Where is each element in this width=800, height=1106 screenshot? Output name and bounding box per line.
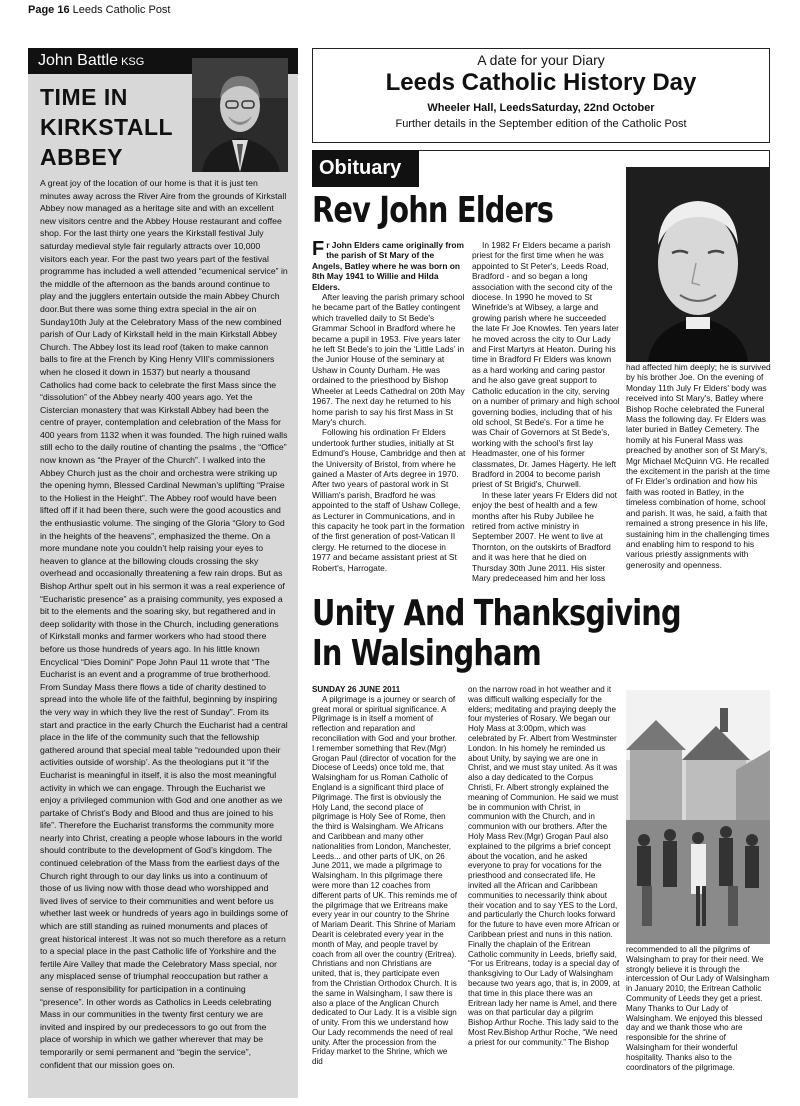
page-folio — [28, 4, 171, 16]
publication-name: Leeds Catholic Post — [72, 4, 171, 16]
walsingham-headline-line: Unity And Thanksgiving — [312, 593, 681, 634]
obituary-paragraph: had affected him deeply; he is survived by his brother Joe. On the evening of Monday 11th July Fr Elders' body was received into St Mary's, Batley where Bishop Roche celebrated the Funeral Mass the following day. Fr Elders was later buried in Batley Cemetery. The homily at his Funeral Mass was preached by another son of St Mary's, Mgr Michael McQuinn VG. He recalled the excitement in the parish at the time of Fr Elder’s ordination and how his faith was rooted in Batley, in the timeless combination of home, school and parish. It was, he said, a faith that remained a strong presence in his life, sustaining him in the challenging times and enabling him to respond to his various priestly assignments with generosity and openness. — [626, 362, 771, 570]
obituary-photo — [626, 167, 770, 362]
obituary-lead — [312, 240, 466, 292]
walsingham-paragraph: recommended to all the pilgrims of Walsingham to pray for their need. We strongly believe it is through the intercession of Our Lady of Walsingham in January 2010, the Eritrean Catholic Community of Leeds they get a priest. Many Thanks to Our Lady of Walsingham. We enjoyed this blessed day and we thank those who are responsible for the shrine of Walsingham for their wonderful hospitality. Thanks also to the coordinators of the pilgrimage. — [626, 945, 770, 1072]
column-author: John Battle — [38, 52, 119, 69]
obituary-column-2 — [472, 240, 620, 583]
diary-notice — [312, 48, 770, 143]
walsingham-column-1 — [312, 685, 457, 1067]
page-number: Page 16 — [28, 4, 70, 16]
walsingham-headline-line: In Walsingham — [312, 633, 541, 674]
diary-venue-date: Wheeler Hall, LeedsSaturday, 22nd October — [427, 102, 655, 114]
obituary-column-1 — [312, 240, 466, 573]
column-title — [40, 82, 190, 172]
walsingham-paragraph: on the narrow road in hot weather and it was difficult walking especially for the elders; meditating and praying deeply the four mysteries of Rosary. We began our Holy Mass at 3:00pm, which was celebrated by Fr. Albert from Westminster London. In his homely he reminded us about Unity, by saying we are one in Christ, and we must stay united. As it was also a day dedicated to the Corpus Christi, Fr. Albert strongly explained the meaning of Communion. He said we must be in communion with Christ, in communion with the Church, and in communion with our brothers. After the Holy Mass Rev.(Mgr) Grogan Paul also explained to the pilgrims a brief concept about the vocation, and he asked everyone to pray for vocations for the priesthood and consecrated life. He invited all the African and Caribbean communities to necessarily think about their vocation and to say YES to the Lord, and particularly the Church looks forward for the future to have even more African or Caribbean priest and nuns in this nation. Finally the chaplain of the Eritrean Catholic community in Leeds, briefly said, “For us Eritreans, today is a special day of thanksgiving to Our Lady of Walsingham because two years ago, that is, in 2009, at that time in this place there was an Eritrean lady her name is Amel, and there was on that particular day a pilgrim Bishop Arthur Roche. This lady said to the Most Rev.Bishop Arthur Roche, “We need a priest for our community.” The Bishop — [468, 685, 620, 1047]
obituary-dropcap: F — [312, 238, 325, 260]
column-title-line: ABBEY — [40, 144, 124, 170]
column-author-postnominal: KSG — [121, 56, 145, 68]
diary-kicker: A date for your Diary — [477, 52, 605, 68]
author-photo — [192, 58, 288, 172]
walsingham-photo — [626, 690, 770, 944]
obituary-headline: Rev John Elders — [312, 190, 554, 231]
walsingham-dateline: SUNDAY 26 JUNE 2011 — [312, 685, 401, 694]
procession-image — [626, 690, 770, 944]
obituary-paragraph: Following his ordination Fr Elders undertook further studies, initially at St Edmund's House, Cambridge and then at the University of Bristol, from where he gained a Master of Arts degree in 1970. After two years of pastoral work in St William's parish, Bradford he was appointed to the staff of Ushaw College, as Lecturer in Communications, and in this capacity he took part in the formation of the first generation of post-Vatican II clergy. He returned to the diocese in 1977 and became assistant priest at St Robert's, Harrogate. — [312, 427, 466, 573]
obituary-paragraph: In these later years Fr Elders did not enjoy the best of health and a few months after his Ruby Jubilee he retired from active ministry in September 2007. He went to live at Thornton, on the outskirts of Bradford and it was here that he died on Thursday 30th June 2011. His sister Mary predeceased him and her loss — [472, 489, 617, 583]
obituary-portrait-image — [626, 167, 770, 362]
column-title-line: KIRKSTALL — [40, 114, 174, 140]
walsingham-column-2 — [468, 685, 620, 1047]
diary-title: Leeds Catholic History Day — [385, 69, 697, 96]
walsingham-column-3 — [626, 945, 772, 1072]
obituary-paragraph: In 1982 Fr Elders became a parish priest for the first time when he was appointed to St Peter's, Leeds Road, Bradford - and so began a long association with the second city of the diocese. In 1990 he moved to St Winefride's at Wibsey, a large and growing parish where he succeeded the late Fr Joe Knowles. Ten years later he moved across the city to Our Lady and First Martyrs at Heaton. During his time in Bradford Fr Elders was known as a hard working and caring pastor and he also gave great support to Catholic education in the city, serving on a number of primary and high school governing bodies, including that of his old school, St Bede's. For a time he was Chair of Governors at St Bede's, working with the school's first lay Headmaster, one of his former classmates, Dr. James Hagerty. He left Bradford in 2004 to become parish priest of St Brigid's, Churwell. — [472, 240, 620, 490]
column-body-text: A great joy of the location of our home is that it is just ten minutes away across the River Aire from the grounds of Kirkstall Abbey now managed as a heritage site and with an excellent new visitors centre and the Abbey House restaurant and coffee shop. For the last thirty one years the Kirkstall festival July saturday medieval style fair regularly attracts over 10,000 visitors each year. For the past two years part of the festival programme has included a well attended “ecumenical service” in the middle of the afternoon as the bands around continue to play and the jugglers entertain outside the main Abbey Church door.But there was some thing extra special in the air on Sunday10th July at the Celebratory Mass of the new combined parish of Our Lady of Kirkstall held in the main Kirkstall Abbey Church. The Abbey lost its lead roof (taken to make cannon balls to fire at the French by King Henry VIII's commissioners when he closed it down in 1537) but nearly a thousand Catholics had come back to celebrate the first Mass since the “dissolution” of the Abbey nearly 400 years ago. Yet the Cistercian monastery that was Kirkstall Abbey had been the centre of prayer, contemplation and celebration of the Mass for 400 years from 1132 when it was founded. The high ruined walls still echo to the daily routine of chanting the psalms , the “Office” now known as “the Prayer of the Church”. I walked into the Abbey Church just as the choir and orchestra were striking up the opening hymn, Blessed Cardinal Newman’s uplifting “Praise to the Holiest in the Height”. The Abbey roof would have been lifted off if it had been there, such were the good acoustics and the enthusiastic volume. The singing of the Gloria “Glory to God in the heights of the heavens”, emphasized the theme. On a more mundane note you couldn’t help raising your eyes to heaven to glance at the billowing clouds crossing the sky overhead and occasionally threatening a few rain drops. But as Bishop Arthur spelt out in his sermon it was a real experience of “Eucharistic presence” as a praising community, yes exposed a bit to the elements and the soaring sky, but regathered and in deep solidarity with those in the Church, including generations of Kirkstall monks and farmer workers who had stood there before us those hundreds of years ago. In his little known Encyclical “Dies Domini” Pope John Paul 11 wrote that “The Eucharist is an event and a programme of true brotherhood. From Sunday Mass there flows a tide of charity destined to spread into the whole life of the faithful, beginning by inspiring the very way in which they live the rest of Sunday”. From its start and practice in the early Church the Eucharist had a central place in the life of the community such that the fellowship gathered around that special meal table “redounded upon their activities outside of worship’. As the theologians put it “if the Eucharist is meaningful in itself, it is also the most meaningful activity in which we can engage. Through the Eucharist we enjoy a privileged communion with God and one another as we partake of Christ’s Body and Blood and thus are joined to his life”. Therefore the Eucharist transforms the community more nearly into Christ, creating a people whose labours in the world should contribute to the development of God’s kingdom. The continued celebration of the Mass from the earliest days of the Church right through to our day links us into a continuum of those of us living now with those dead who worshipped and lived lives of service to their communities and went before us whether last week or hundreds of years ago in buildings some of which are still standing as ruined monuments and places of great historical interest .It was not so much therefore as a return to a special place in the past Catholic life of Yorkshire and the fertile Aire Valley that made the Celebratory Mass special, nor any misplaced sense of triumphal reoccupation but rather a sense of responsibility for participation in a continuing “presence”. In other words as Catholics in Leeds celebrating Mass in our communities in the twenty first century we are invited and inspired by our predecessors to go out from the place of worship in which we gather wherever that may be temporarily or semi permanent and “begin the service”, confident that our mission goes on. — [40, 178, 288, 1070]
obituary-lead-text: r John Elders came originally from the parish of St Mary of the Angels, Batley where he was born on 8th May 1941 to Willie and Hilda Elders. — [312, 240, 464, 292]
column-title-line: TIME IN — [40, 84, 128, 110]
column-body — [40, 177, 288, 1071]
diary-details: Further details in the September edition of the Catholic Post — [395, 118, 687, 130]
walsingham-paragraph: A pilgrimage is a journey or search of great moral or spiritual significance. A Pilgrimage is in itself a moment of reflection and reparation and reconciliation with God and your brother. I remember something that Rev.(Mgr) Grogan Paul (director of vocation for the Diocese of Leeds) once told me, that Walsingham for us Roman Catholic of England is a significant third place of Pilgrimage. The first is obviously the Holy Land, the second place of pilgrimage is Holy See of Rome, then the third is Walsingham. We Africans and Caribbean and many other nationalities from London, Manchester, Leeds... and other parts of UK, on 26 June 2011, we made a pilgrimage to Walsingham. In this pilgrimage there were more than 12 coaches from different parts of UK. This reminds me of the pilgrimage that we Eritreans make every year in our country to the Shrine of Mariam Dearit. This Shrine of Mariam Dearit is celebrated every year in the month of May, and people travel by coach from all over the country (Eritrea). Christians and non Christians are united, that is, they participate even from the Christian Orthodox Church. It is the same in Walsingham, I saw there is also a place of the Anglican Church dedicated to Our Lady. It is a visible sign of unity. From this we understand how Our Lady recommends the need of real unity. After the procession from the Friday market to the Shrine, which we did — [312, 694, 457, 1067]
obituary-paragraph: After leaving the parish primary school he became part of the Batley contingent which travelled daily to St Bede's Grammar School in Bradford where he became a pupil in 1953. Five years later he left St Bede's to join the ‘Little Lads’ in the Junior House of the seminary at Ushaw in County Durham. He was ordained to the priesthood by Bishop Wheeler at Leeds Cathedral on 20th May 1967. The next day he returned to his home parish to say his first Mass in St Mary's church. — [312, 292, 465, 427]
author-portrait-image — [192, 58, 288, 172]
section-label-obituary: Obituary — [312, 150, 419, 187]
obituary-column-3 — [626, 362, 772, 570]
